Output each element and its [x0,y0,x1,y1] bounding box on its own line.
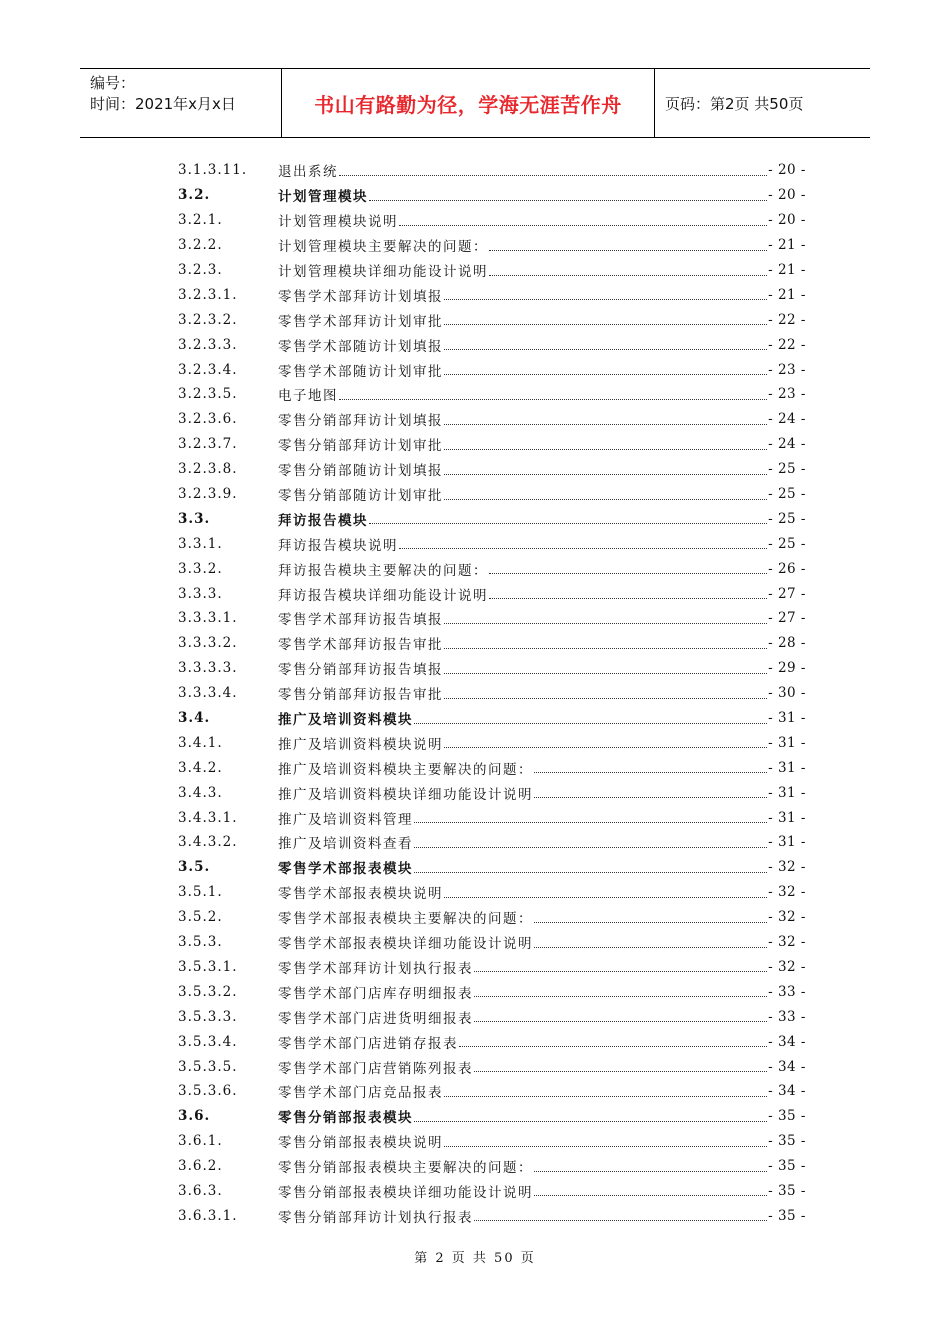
toc-entry[interactable] [178,855,806,880]
toc-dot-leader [444,659,767,674]
toc-entry-title: 零售分销部报表模块主要解决的问题： [278,1160,533,1177]
toc-entry-title: 零售分销部随访计划填报 [278,463,443,480]
toc-entry-number: 3.1.3.11. [178,162,248,179]
toc-entry-page: - 24 - [768,436,806,453]
toc-entry-title: 计划管理模块 [278,189,368,206]
toc-entry-number: 3.5.3.5. [178,1058,238,1075]
toc-entry-title: 推广及培训资料模块 [278,712,413,729]
toc-entry-number: 3.6. [178,1108,211,1125]
toc-entry-page: - 32 - [768,909,806,926]
toc-entry[interactable] [178,1129,806,1154]
toc-entry-number: 3.5. [178,859,211,876]
toc-entry[interactable] [178,805,806,830]
toc-dot-leader [444,485,767,500]
toc-entry-number: 3.6.1. [178,1133,223,1150]
toc-entry-number: 3.2.3.8. [178,461,238,478]
toc-entry[interactable] [178,780,806,805]
toc-dot-leader [444,310,767,325]
toc-dot-leader [534,758,767,773]
toc-entry-number: 3.5.2. [178,909,223,926]
toc-entry-number: 3.4.3.2. [178,834,238,851]
toc-entry[interactable] [178,158,806,183]
toc-entry[interactable] [178,233,806,258]
toc-dot-leader [444,883,767,898]
toc-entry-number: 3.2.3.1. [178,286,238,303]
header-meta [80,69,282,137]
toc-entry-page: - 20 - [768,162,806,179]
toc-dot-leader [444,435,767,450]
toc-entry-page: - 25 - [768,535,806,552]
toc-entry[interactable] [178,1079,806,1104]
toc-entry-page: - 26 - [768,560,806,577]
toc-entry[interactable] [178,905,806,930]
toc-dot-leader [534,783,767,798]
toc-entry-title: 零售分销部报表模块 [278,1110,413,1127]
toc-dot-leader [444,684,767,699]
toc-entry-title: 计划管理模块说明 [278,214,398,231]
toc-entry-page: - 25 - [768,510,806,527]
toc-entry-page: - 23 - [768,386,806,403]
toc-entry-number: 3.3.3.1. [178,610,238,627]
toc-entry-title: 零售分销部报表模块说明 [278,1135,443,1152]
toc-entry-title: 计划管理模块详细功能设计说明 [278,264,488,280]
toc-entry[interactable] [178,955,806,980]
document-number-label: 编号： [90,74,136,92]
toc-entry-title: 零售学术部拜访计划执行报表 [278,960,473,977]
document-date-label: 时间：2021年x月x日 [90,95,236,113]
toc-entry-number: 3.2.3.9. [178,486,238,503]
toc-entry-title: 零售分销部报表模块详细功能设计说明 [278,1184,533,1201]
toc-entry-number: 3.5.3.6. [178,1083,238,1100]
toc-entry-page: - 35 - [768,1158,806,1175]
toc-entry-number: 3.4.3. [178,784,223,801]
toc-entry-number: 3.2.2. [178,237,223,254]
toc-entry-title: 推广及培训资料查看 [278,836,413,853]
toc-dot-leader [444,634,767,649]
toc-entry[interactable] [178,482,806,507]
toc-entry-page: - 31 - [768,784,806,801]
page-footer: 第 2 页 共 50 页 [414,1251,536,1266]
toc-entry-title: 零售分销部拜访计划执行报表 [278,1209,473,1226]
toc-entry-title: 推广及培训资料模块主要解决的问题： [278,761,533,778]
toc-entry-page: - 32 - [768,958,806,975]
toc-entry-number: 3.5.3. [178,934,223,951]
toc-entry[interactable] [178,755,806,780]
toc-dot-leader [444,1082,767,1097]
toc-dot-leader [399,211,767,226]
toc-dot-leader [444,410,767,425]
toc-entry[interactable] [178,1004,806,1029]
toc-entry-number: 3.3.1. [178,535,223,552]
toc-entry-page: - 20 - [768,187,806,204]
toc-dot-leader [369,186,767,201]
toc-entry-title: 零售学术部拜访计划填报 [278,288,443,305]
toc-entry-number: 3.4.2. [178,759,223,776]
toc-entry-page: - 35 - [768,1133,806,1150]
toc-entry-page: - 31 - [768,809,806,826]
toc-entry-number: 3.3.3. [178,585,223,602]
toc-entry-number: 3.3. [178,510,211,527]
toc-dot-leader [534,1157,767,1172]
toc-entry[interactable] [178,979,806,1004]
toc-entry-title: 零售学术部门店进销存报表 [278,1035,458,1052]
toc-dot-leader [399,534,767,549]
toc-dot-leader [474,1007,767,1022]
toc-dot-leader [414,808,767,823]
toc-entry-title: 拜访报告模块说明 [278,537,398,554]
toc-entry-page: - 23 - [768,361,806,378]
toc-entry-number: 3.5.3.1. [178,958,238,975]
toc-entry-number: 3.2.1. [178,212,223,229]
toc-entry-number: 3.5.1. [178,884,223,901]
toc-entry-title: 零售学术部拜访报告审批 [278,637,443,654]
toc-dot-leader [444,285,767,300]
toc-entry-title: 计划管理模块主要解决的问题： [278,239,488,256]
toc-dot-leader [414,1107,767,1122]
toc-entry[interactable] [178,830,806,855]
toc-entry-title: 推广及培训资料管理 [278,811,413,828]
toc-dot-leader [489,559,767,574]
toc-entry-page: - 21 - [768,262,806,278]
toc-entry-number: 3.2.3.3. [178,336,238,353]
toc-entry[interactable] [178,307,806,332]
toc-entry-number: 3.2.3.5. [178,386,238,403]
toc-dot-leader [369,509,767,524]
toc-dot-leader [444,460,767,475]
toc-entry-number: 3.2. [178,187,211,204]
toc-entry-page: - 34 - [768,1033,806,1050]
toc-entry-page: - 27 - [768,610,806,627]
toc-entry-page: - 24 - [768,411,806,428]
toc-dot-leader [474,1206,767,1221]
toc-entry[interactable] [178,606,806,631]
table-of-contents [178,158,806,1228]
toc-entry-title: 零售学术部门店库存明细报表 [278,985,473,1002]
toc-entry-number: 3.3.3.3. [178,660,238,677]
toc-entry-page: - 21 - [768,237,806,254]
toc-entry[interactable] [178,631,806,656]
toc-entry-number: 3.5.3.4. [178,1033,238,1050]
toc-entry-page: - 22 - [768,311,806,328]
toc-entry-page: - 31 - [768,734,806,751]
toc-entry[interactable] [178,1029,806,1054]
toc-entry-number: 3.4.1. [178,734,223,751]
header-motto: 书山有路勤为径，学海无涯苦作舟 [314,92,622,117]
toc-entry-title: 零售分销部拜访报告审批 [278,687,443,704]
toc-dot-leader [414,833,767,848]
toc-entry-title: 零售分销部拜访计划审批 [278,438,443,455]
toc-entry-number: 3.3.3.2. [178,635,238,652]
toc-dot-leader [339,161,767,176]
toc-entry[interactable] [178,1179,806,1204]
toc-dot-leader [339,385,767,400]
toc-dot-leader [534,908,767,923]
toc-entry-page: - 35 - [768,1182,806,1199]
toc-entry-title: 零售分销部拜访计划填报 [278,413,443,430]
toc-dot-leader [474,982,767,997]
toc-entry-page: - 33 - [768,1008,806,1025]
toc-entry-number: 3.4.3.1. [178,809,238,826]
toc-entry-title: 退出系统 [278,164,338,181]
toc-entry-number: 3.3.2. [178,560,223,577]
toc-dot-leader [444,360,767,375]
toc-entry-title: 零售学术部门店营销陈列报表 [278,1060,473,1077]
toc-entry[interactable] [178,531,806,556]
toc-entry[interactable] [178,432,806,457]
toc-entry-page: - 21 - [768,286,806,303]
toc-entry-title: 零售分销部随访计划审批 [278,488,443,505]
toc-entry-number: 3.2.3.7. [178,436,238,453]
toc-dot-leader [534,933,767,948]
toc-dot-leader [444,609,767,624]
toc-entry-title: 零售学术部随访计划填报 [278,338,443,355]
toc-dot-leader [459,1032,767,1047]
toc-entry-number: 3.6.2. [178,1158,223,1175]
toc-entry-title: 电子地图 [278,388,338,405]
toc-entry-page: - 28 - [768,635,806,652]
toc-dot-leader [444,335,767,350]
header-motto-cell [282,69,655,137]
toc-entry-title: 拜访报告模块 [278,512,368,529]
toc-entry-number: 3.6.3. [178,1182,223,1199]
toc-entry-number: 3.4. [178,710,211,727]
toc-entry-number: 3.6.3.1. [178,1207,238,1224]
toc-entry[interactable] [178,1154,806,1179]
toc-entry-page: - 20 - [768,212,806,229]
toc-entry-page: - 22 - [768,336,806,353]
header-page-cell [655,69,870,137]
toc-entry-page: - 35 - [768,1108,806,1125]
toc-entry-page: - 31 - [768,710,806,727]
toc-entry-title: 零售分销部拜访报告填报 [278,662,443,679]
toc-entry[interactable] [178,681,806,706]
toc-entry-page: - 31 - [768,759,806,776]
toc-entry-number: 3.2.3.2. [178,311,238,328]
toc-entry-number: 3.5.3.3. [178,1008,238,1025]
toc-entry-number: 3.5.3.2. [178,983,238,1000]
toc-entry-page: - 34 - [768,1058,806,1075]
toc-entry[interactable] [178,208,806,233]
toc-entry[interactable] [178,556,806,581]
toc-entry[interactable] [178,332,806,357]
document-header [80,68,870,138]
toc-dot-leader [474,957,767,972]
toc-entry[interactable] [178,706,806,731]
toc-entry-page: - 32 - [768,934,806,951]
toc-entry-title: 零售学术部拜访计划审批 [278,313,443,330]
toc-entry-title: 拜访报告模块主要解决的问题： [278,562,488,579]
toc-entry[interactable] [178,506,806,531]
toc-entry-page: - 33 - [768,983,806,1000]
toc-entry[interactable] [178,880,806,905]
toc-entry-number: 3.3.3.4. [178,685,238,702]
toc-entry[interactable] [178,407,806,432]
toc-entry[interactable] [178,656,806,681]
toc-entry[interactable] [178,581,806,606]
toc-entry-title: 推广及培训资料模块说明 [278,736,443,753]
toc-entry-title: 零售学术部报表模块详细功能设计说明 [278,936,533,953]
toc-entry-page: - 25 - [768,486,806,503]
toc-entry-page: - 30 - [768,685,806,702]
toc-entry[interactable] [178,258,806,283]
toc-entry-title: 推广及培训资料模块详细功能设计说明 [278,786,533,803]
toc-entry-page: - 34 - [768,1083,806,1100]
toc-dot-leader [474,1057,767,1072]
toc-entry-title: 拜访报告模块详细功能设计说明 [278,587,488,604]
toc-entry-page: - 25 - [768,461,806,478]
toc-dot-leader [489,261,767,276]
toc-entry-page: - 32 - [768,859,806,876]
toc-dot-leader [489,584,767,599]
toc-entry[interactable] [178,1203,806,1228]
toc-entry-title: 零售学术部门店进货明细报表 [278,1010,473,1027]
toc-entry-page: - 27 - [768,585,806,602]
toc-entry[interactable] [178,183,806,208]
toc-entry-number: 3.2.3.6. [178,411,238,428]
toc-dot-leader [444,1132,767,1147]
toc-dot-leader [489,236,767,251]
toc-entry-title: 零售学术部报表模块说明 [278,886,443,903]
toc-entry-page: - 31 - [768,834,806,851]
toc-entry[interactable] [178,457,806,482]
toc-entry[interactable] [178,382,806,407]
toc-dot-leader [414,709,767,724]
toc-entry[interactable] [178,1104,806,1129]
toc-entry-title: 零售学术部随访计划审批 [278,363,443,380]
toc-entry-page: - 29 - [768,660,806,677]
toc-entry[interactable] [178,730,806,755]
toc-entry[interactable] [178,282,806,307]
toc-entry[interactable] [178,357,806,382]
toc-entry-page: - 32 - [768,884,806,901]
toc-dot-leader [444,733,767,748]
header-page-label: 页码：第2页 共50页 [665,94,804,113]
toc-entry-number: 3.2.3. [178,262,223,278]
toc-entry-page: - 35 - [768,1207,806,1224]
toc-entry-title: 零售学术部拜访报告填报 [278,612,443,629]
toc-entry-title: 零售学术部报表模块 [278,861,413,878]
toc-entry[interactable] [178,1054,806,1079]
toc-entry[interactable] [178,930,806,955]
toc-entry-number: 3.2.3.4. [178,361,238,378]
toc-entry-title: 零售学术部门店竞品报表 [278,1085,443,1102]
toc-entry-title: 零售学术部报表模块主要解决的问题： [278,911,533,928]
toc-dot-leader [534,1181,767,1196]
toc-dot-leader [414,858,767,873]
